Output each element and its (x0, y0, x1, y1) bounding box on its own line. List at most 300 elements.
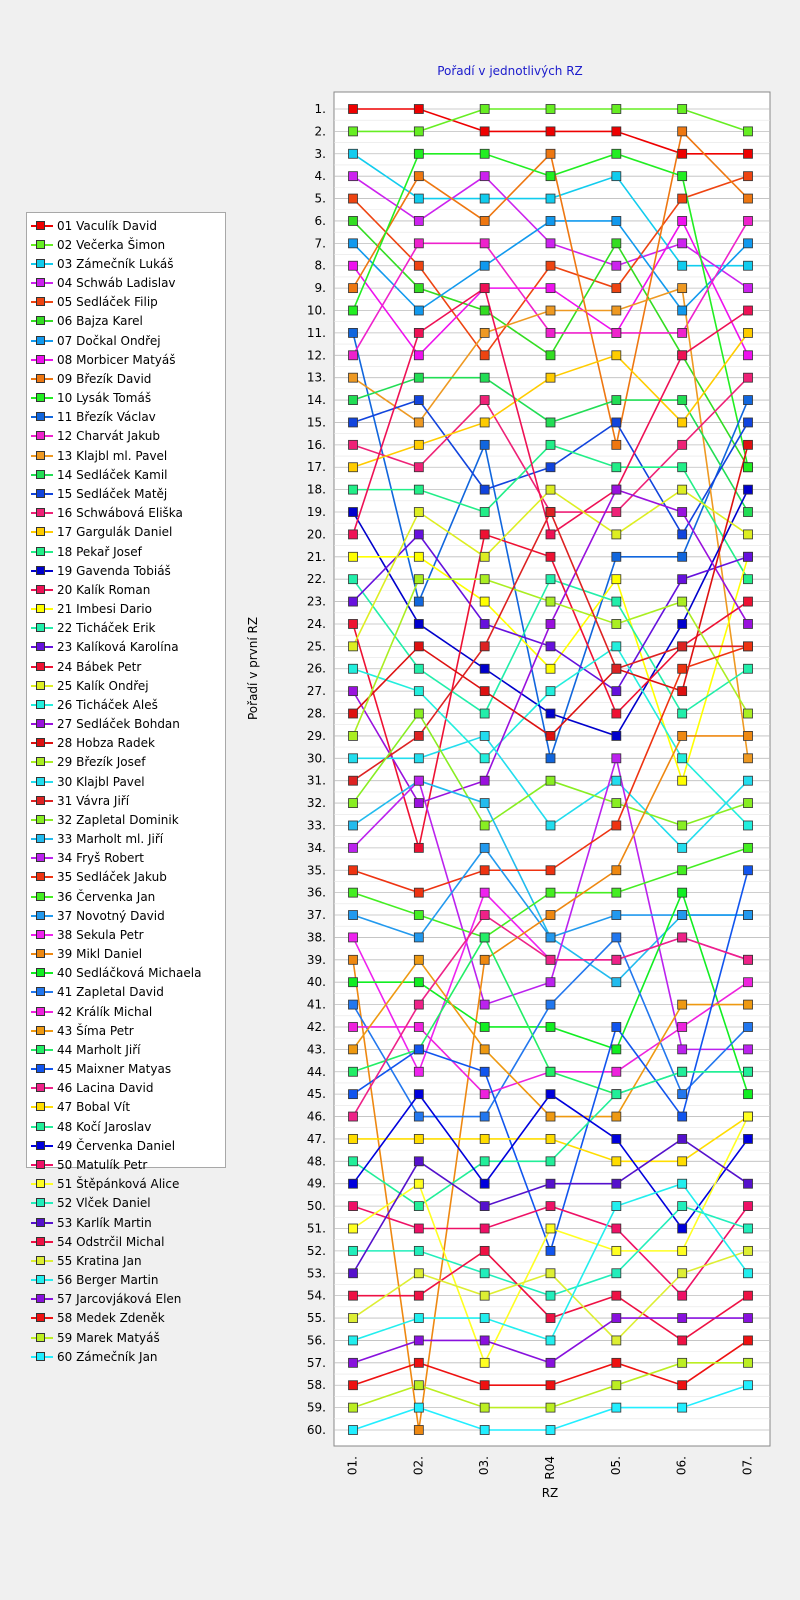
series-marker (678, 821, 687, 830)
series-marker (414, 955, 423, 964)
y-tick-label: 39. (306, 952, 326, 967)
y-tick-label: 42. (306, 1019, 326, 1034)
series-marker (414, 1067, 423, 1076)
legend-label: 41 Zapletal David (57, 985, 164, 1000)
series-marker (678, 1314, 687, 1323)
y-tick-label: 30. (306, 751, 326, 766)
series-marker (349, 284, 358, 293)
series-marker (744, 149, 753, 158)
series-marker (678, 1022, 687, 1031)
series-marker (678, 866, 687, 875)
y-tick-label: 27. (306, 684, 326, 699)
series-marker (744, 1090, 753, 1099)
series-marker (546, 216, 555, 225)
series-marker (744, 418, 753, 427)
series-marker (744, 1000, 753, 1009)
series-marker (744, 1246, 753, 1255)
y-tick-label: 18. (306, 482, 326, 497)
legend-label: 42 Králík Michal (57, 1004, 153, 1019)
series-marker (678, 351, 687, 360)
series-marker (349, 239, 358, 248)
series-marker (678, 1112, 687, 1121)
y-tick-label: 54. (306, 1288, 326, 1303)
legend-label: 03 Zámečník Lukáš (57, 256, 174, 271)
series-marker (678, 552, 687, 561)
series-marker (678, 216, 687, 225)
series-marker (349, 105, 358, 114)
legend-label: 06 Bajza Karel (57, 314, 143, 329)
series-marker (612, 776, 621, 785)
series-marker (349, 508, 358, 517)
series-marker (480, 933, 489, 942)
y-tick-label: 16. (306, 437, 326, 452)
series-marker (480, 105, 489, 114)
series-marker (349, 866, 358, 875)
legend-label: 13 Klajbl ml. Pavel (57, 448, 168, 463)
legend-label: 02 Večerka Šimon (57, 237, 166, 252)
series-marker (414, 1045, 423, 1054)
series-marker (480, 1157, 489, 1166)
series-marker (480, 955, 489, 964)
series-marker (612, 1291, 621, 1300)
series-marker (349, 373, 358, 382)
y-tick-label: 60. (306, 1423, 326, 1437)
series-marker (480, 328, 489, 337)
series-marker (480, 284, 489, 293)
y-axis-label: Pořadí v první RZ (246, 616, 260, 720)
y-tick-label: 14. (306, 393, 326, 408)
y-tick-label: 37. (306, 908, 326, 923)
series-marker (480, 216, 489, 225)
series-marker (480, 440, 489, 449)
series-marker (349, 843, 358, 852)
series-marker (612, 396, 621, 405)
series-marker (414, 172, 423, 181)
y-tick-label: 13. (306, 370, 326, 385)
series-marker (612, 799, 621, 808)
series-marker (480, 485, 489, 494)
series-marker (612, 709, 621, 718)
series-marker (744, 172, 753, 181)
series-marker (546, 1269, 555, 1278)
y-tick-label: 23. (306, 594, 326, 609)
series-marker (349, 530, 358, 539)
series-marker (414, 149, 423, 158)
legend-label: 08 Morbicer Matyáš (57, 352, 176, 367)
series-marker (678, 754, 687, 763)
series-marker (480, 619, 489, 628)
series-marker (414, 463, 423, 472)
series-marker (480, 821, 489, 830)
series-marker (612, 440, 621, 449)
series-marker (546, 1381, 555, 1390)
series-marker (612, 530, 621, 539)
series-marker (744, 911, 753, 920)
legend-label: 44 Marholt Jiří (57, 1042, 141, 1057)
series-marker (612, 597, 621, 606)
legend-label: 58 Medek Zdeněk (57, 1311, 165, 1326)
series-marker (480, 866, 489, 875)
series-marker (612, 1112, 621, 1121)
series-marker (612, 1022, 621, 1031)
series-marker (414, 1269, 423, 1278)
series-marker (349, 911, 358, 920)
series-marker (480, 642, 489, 651)
y-tick-label: 32. (306, 796, 326, 811)
legend-label: 11 Březík Václav (57, 410, 156, 425)
series-marker (349, 776, 358, 785)
series-marker (678, 597, 687, 606)
series-marker (414, 575, 423, 584)
series-marker (678, 485, 687, 494)
series-marker (612, 1134, 621, 1143)
series-marker (612, 463, 621, 472)
series-marker (414, 1381, 423, 1390)
series-marker (546, 508, 555, 517)
legend-label: 35 Sedláček Jakub (57, 870, 167, 885)
series-marker (612, 261, 621, 270)
legend-label: 26 Ticháček Aleš (57, 697, 158, 712)
y-tick-label: 59. (306, 1400, 326, 1415)
series-marker (678, 530, 687, 539)
series-marker (678, 149, 687, 158)
y-tick-label: 58. (306, 1378, 326, 1393)
series-marker (744, 284, 753, 293)
series-marker (480, 1426, 489, 1435)
series-marker (744, 328, 753, 337)
series-marker (546, 1246, 555, 1255)
series-marker (349, 754, 358, 763)
series-marker (612, 955, 621, 964)
legend-label: 32 Zapletal Dominik (57, 812, 179, 827)
series-marker (414, 1134, 423, 1143)
legend-label: 14 Sedláček Kamil (57, 467, 168, 482)
series-marker (678, 1291, 687, 1300)
series-marker (678, 1134, 687, 1143)
series-marker (414, 911, 423, 920)
series-marker (414, 1090, 423, 1099)
series-marker (349, 328, 358, 337)
legend-label: 56 Berger Martin (57, 1273, 159, 1288)
legend-label: 28 Hobza Radek (57, 736, 155, 751)
series-marker (546, 1000, 555, 1009)
series-marker (480, 1202, 489, 1211)
y-tick-label: 31. (306, 773, 326, 788)
series-marker (349, 933, 358, 942)
series-marker (744, 306, 753, 315)
series-marker (414, 843, 423, 852)
series-marker (414, 1157, 423, 1166)
y-tick-label: 26. (306, 661, 326, 676)
y-tick-label: 7. (314, 236, 326, 251)
series-marker (349, 1291, 358, 1300)
series-marker (349, 1336, 358, 1345)
legend-label: 55 Kratina Jan (57, 1253, 142, 1268)
series-marker (480, 261, 489, 270)
series-marker (744, 239, 753, 248)
series-marker (546, 821, 555, 830)
series-marker (414, 261, 423, 270)
x-tick-label: 03. (477, 1456, 492, 1476)
series-marker (546, 709, 555, 718)
series-marker (480, 1000, 489, 1009)
series-marker (678, 1224, 687, 1233)
series-marker (612, 1381, 621, 1390)
series-marker (349, 1179, 358, 1188)
series-marker (349, 396, 358, 405)
series-marker (480, 1314, 489, 1323)
series-marker (480, 1381, 489, 1390)
series-marker (414, 373, 423, 382)
series-marker (678, 418, 687, 427)
series-marker (480, 597, 489, 606)
legend-label: 51 Štěpánková Alice (57, 1177, 180, 1192)
series-marker (612, 1157, 621, 1166)
x-tick-label: 07. (740, 1456, 755, 1476)
series-marker (678, 575, 687, 584)
series-marker (612, 664, 621, 673)
series-marker (612, 978, 621, 987)
series-marker (678, 306, 687, 315)
series-marker (744, 1045, 753, 1054)
series-marker (349, 821, 358, 830)
series-marker (480, 530, 489, 539)
series-marker (414, 284, 423, 293)
series-marker (678, 440, 687, 449)
y-tick-label: 36. (306, 885, 326, 900)
series-marker (546, 866, 555, 875)
legend-label: 48 Kočí Jaroslav (57, 1119, 152, 1134)
series-marker (744, 1269, 753, 1278)
series-marker (480, 843, 489, 852)
y-tick-label: 48. (306, 1154, 326, 1169)
series-marker (480, 754, 489, 763)
series-marker (612, 508, 621, 517)
series-marker (546, 642, 555, 651)
legend-label: 49 Červenka Daniel (57, 1138, 176, 1153)
series-marker (480, 418, 489, 427)
series-marker (744, 799, 753, 808)
y-tick-label: 3. (314, 146, 326, 161)
series-marker (349, 799, 358, 808)
series-marker (349, 194, 358, 203)
series-marker (480, 172, 489, 181)
series-marker (480, 664, 489, 673)
series-marker (678, 396, 687, 405)
legend-label: 43 Šíma Petr (57, 1023, 134, 1038)
series-marker (349, 1224, 358, 1233)
legend-label: 15 Sedláček Matěj (57, 486, 168, 501)
series-marker (612, 687, 621, 696)
series-marker (678, 619, 687, 628)
series-marker (678, 194, 687, 203)
series-marker (349, 552, 358, 561)
legend-label: 60 Zámečník Jan (57, 1349, 158, 1364)
series-marker (546, 1336, 555, 1345)
series-marker (612, 1202, 621, 1211)
legend-label: 45 Maixner Matyas (57, 1062, 172, 1077)
series-marker (414, 1224, 423, 1233)
series-marker (744, 1291, 753, 1300)
series-marker (612, 933, 621, 942)
y-tick-label: 10. (306, 303, 326, 318)
series-marker (678, 664, 687, 673)
legend-label: 12 Charvát Jakub (57, 429, 161, 444)
series-marker (480, 799, 489, 808)
series-marker (546, 597, 555, 606)
legend-label: 29 Březík Josef (57, 755, 146, 770)
series-marker (744, 396, 753, 405)
series-marker (480, 776, 489, 785)
legend-label: 33 Marholt ml. Jiří (57, 832, 164, 847)
series-marker (744, 1314, 753, 1323)
legend-label: 47 Bobal Vít (57, 1100, 131, 1115)
series-marker (612, 485, 621, 494)
series-marker (480, 1269, 489, 1278)
series-marker (414, 306, 423, 315)
series-marker (678, 1045, 687, 1054)
legend-label: 50 Matulík Petr (57, 1158, 148, 1172)
series-marker (414, 440, 423, 449)
legend-label: 39 Mikl Daniel (57, 947, 143, 962)
series-marker (612, 1246, 621, 1255)
series-marker (678, 1000, 687, 1009)
series-marker (678, 1403, 687, 1412)
series-marker (612, 642, 621, 651)
y-tick-label: 12. (306, 348, 326, 363)
series-marker (546, 239, 555, 248)
series-marker (480, 911, 489, 920)
series-marker (349, 1246, 358, 1255)
series-marker (744, 552, 753, 561)
series-marker (480, 1067, 489, 1076)
series-marker (546, 575, 555, 584)
series-marker (349, 463, 358, 472)
x-axis-label: RZ (541, 1486, 559, 1500)
series-marker (546, 1224, 555, 1233)
x-tick-label: 02. (411, 1456, 426, 1476)
series-marker (612, 1403, 621, 1412)
series-marker (744, 1336, 753, 1345)
series-marker (546, 440, 555, 449)
legend-label: 34 Fryš Robert (57, 851, 144, 866)
y-tick-label: 35. (306, 863, 326, 878)
legend-label: 36 Červenka Jan (57, 889, 156, 904)
series-marker (480, 306, 489, 315)
series-marker (546, 172, 555, 181)
series-marker (744, 1224, 753, 1233)
series-marker (612, 1045, 621, 1054)
series-marker (546, 284, 555, 293)
y-tick-label: 6. (314, 213, 326, 228)
series-marker (678, 105, 687, 114)
y-tick-label: 11. (306, 325, 326, 340)
series-marker (349, 1022, 358, 1031)
series-marker (349, 485, 358, 494)
series-marker (744, 575, 753, 584)
series-marker (678, 172, 687, 181)
series-marker (546, 978, 555, 987)
y-tick-label: 55. (306, 1311, 326, 1326)
legend-label: 37 Novotný David (57, 908, 165, 923)
series-marker (744, 619, 753, 628)
series-marker (414, 1000, 423, 1009)
series-marker (480, 1224, 489, 1233)
series-marker (414, 978, 423, 987)
series-marker (349, 664, 358, 673)
y-tick-label: 8. (314, 258, 326, 273)
series-marker (414, 597, 423, 606)
legend-label: 27 Sedláček Bohdan (57, 717, 180, 732)
series-marker (414, 127, 423, 136)
legend-label: 31 Vávra Jiří (57, 793, 130, 808)
y-tick-label: 21. (306, 549, 326, 564)
series-marker (612, 418, 621, 427)
legend-label: 16 Schwábová Eliška (57, 506, 183, 521)
series-marker (480, 351, 489, 360)
series-marker (612, 1224, 621, 1233)
series-marker (349, 597, 358, 606)
series-marker (612, 328, 621, 337)
series-marker (744, 1067, 753, 1076)
series-marker (414, 1202, 423, 1211)
series-marker (546, 1314, 555, 1323)
series-marker (349, 418, 358, 427)
series-marker (678, 1269, 687, 1278)
series-marker (414, 642, 423, 651)
series-marker (678, 1090, 687, 1099)
legend-label: 20 Kalík Roman (57, 582, 151, 597)
series-marker (349, 216, 358, 225)
legend-label: 05 Sedláček Filip (57, 295, 158, 310)
series-marker (612, 1090, 621, 1099)
series-marker (414, 1358, 423, 1367)
series-marker (744, 1202, 753, 1211)
series-marker (414, 933, 423, 942)
series-marker (414, 1314, 423, 1323)
series-marker (414, 709, 423, 718)
series-marker (480, 1291, 489, 1300)
series-marker (480, 1179, 489, 1188)
legend-label: 57 Jarcovjáková Elen (57, 1292, 182, 1307)
series-marker (414, 328, 423, 337)
series-marker (349, 1045, 358, 1054)
series-marker (612, 351, 621, 360)
series-marker (480, 1112, 489, 1121)
series-marker (546, 1112, 555, 1121)
series-marker (349, 1112, 358, 1121)
series-marker (414, 351, 423, 360)
series-marker (678, 888, 687, 897)
series-marker (678, 776, 687, 785)
series-marker (612, 552, 621, 561)
series-marker (678, 1336, 687, 1345)
series-marker (612, 105, 621, 114)
legend-label: 04 Schwáb Ladislav (57, 276, 176, 291)
series-marker (678, 1358, 687, 1367)
y-tick-label: 19. (306, 505, 326, 520)
series-marker (480, 127, 489, 136)
y-tick-label: 40. (306, 975, 326, 990)
series-marker (349, 978, 358, 987)
series-marker (414, 194, 423, 203)
series-marker (480, 552, 489, 561)
series-marker (414, 552, 423, 561)
series-marker (349, 619, 358, 628)
series-marker (480, 149, 489, 158)
legend-label: 53 Karlík Martin (57, 1215, 152, 1230)
series-marker (744, 1112, 753, 1121)
